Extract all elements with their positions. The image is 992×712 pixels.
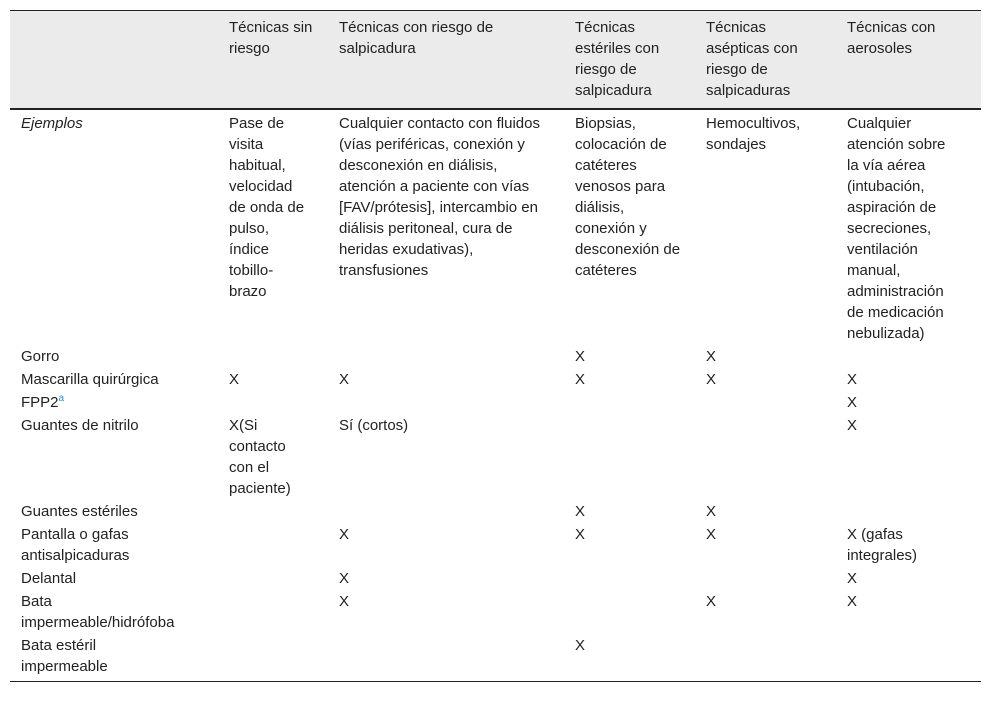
table-cell: X(Si contacto con el paciente) (229, 417, 291, 497)
table-cell (564, 567, 695, 590)
table-cell: X (575, 503, 586, 520)
row-label: FPP2 (21, 394, 59, 411)
table-cell (218, 567, 328, 590)
table-cell: X (706, 593, 717, 610)
table-cell: Cualquier atención sobre la vía aérea (intubación, aspiración de secreciones, ventilación manual, administración de medicación nebulizada) (847, 115, 946, 342)
table-cell (328, 634, 564, 682)
table-cell: X (229, 371, 240, 388)
table-cell: X (706, 503, 717, 520)
header-row (10, 11, 981, 110)
row-label: Guantes estériles (21, 503, 138, 520)
table-row (10, 500, 981, 523)
table-cell (328, 500, 564, 523)
row-label: Bata estéril impermeable (10, 634, 218, 682)
table-row (10, 109, 981, 345)
table-cell (564, 590, 695, 634)
table-cell: Hemocultivos, sondajes (706, 115, 801, 153)
header-cell-empty (10, 11, 218, 110)
table-cell: X (575, 348, 586, 365)
ppe-table (10, 10, 981, 682)
table-row (10, 391, 981, 414)
table-cell: Cualquier contacto con fluidos (vías periféricas, conexión y desconexión en diálisis, atención a paciente con vías [FAV/prótesis], intercambio en diálisis peritoneal, cura de heridas exudativas), transfusiones (339, 115, 540, 279)
table-cell (218, 391, 328, 414)
table-cell (695, 391, 836, 414)
table-cell (218, 523, 328, 567)
row-label: Pantalla o gafas antisalpicaduras (21, 526, 130, 564)
footnote-marker[interactable]: a (58, 393, 65, 404)
table-cell (218, 590, 328, 634)
table-cell: X (847, 371, 858, 388)
table-cell (218, 634, 328, 682)
table-cell: X (564, 634, 695, 682)
table-cell: Sí (cortos) (339, 417, 409, 434)
table-cell (564, 391, 695, 414)
header-cell-esteriles: Técnicas estériles con riesgo de salpicadura (564, 11, 695, 110)
table-row (10, 590, 981, 634)
table-cell (218, 500, 328, 523)
row-label: Delantal (21, 570, 77, 587)
ppe-table-container (10, 10, 981, 682)
table-cell: X (847, 394, 858, 411)
table-cell: X (706, 348, 717, 365)
table-cell: X (706, 526, 717, 543)
table-cell (328, 391, 564, 414)
table-body (10, 109, 981, 682)
header-cell-asepticas: Técnicas asépticas con riesgo de salpicaduras (695, 11, 836, 110)
header-cell-riesgo-salpicadura: Técnicas con riesgo de salpicadura (328, 11, 564, 110)
table-cell (836, 345, 981, 368)
row-label-with-footnote (10, 391, 218, 414)
table-row (10, 634, 981, 682)
row-label: Ejemplos (21, 115, 83, 132)
table-cell (836, 500, 981, 523)
table-cell: Biopsias, colocación de catéteres venosos para diálisis, conexión y desconexión de catéteres (575, 115, 681, 279)
table-cell: X (847, 417, 858, 434)
table-cell: Pase de visita habitual, velocidad de onda de pulso, índice tobillo-brazo (229, 115, 305, 300)
table-header (10, 11, 981, 110)
row-label: Gorro (21, 348, 60, 365)
table-row (10, 414, 981, 500)
header-cell-sin-riesgo: Técnicas sin riesgo (218, 11, 328, 110)
table-cell: X (gafas integrales) (847, 526, 918, 564)
table-cell (695, 414, 836, 500)
table-cell (328, 345, 564, 368)
row-label: Mascarilla quirúrgica (21, 371, 159, 388)
table-cell: X (847, 593, 858, 610)
table-row (10, 368, 981, 391)
table-cell: X (339, 526, 350, 543)
table-cell (564, 414, 695, 500)
row-label: Bata impermeable/hidrófoba (21, 593, 175, 631)
table-cell: X (339, 593, 350, 610)
table-cell: X (339, 371, 350, 388)
table-cell: X (847, 570, 858, 587)
row-label: Guantes de nitrilo (21, 417, 139, 434)
table-cell: X (339, 570, 350, 587)
table-row (10, 567, 981, 590)
table-row (10, 345, 981, 368)
table-cell (836, 634, 981, 682)
table-cell (218, 345, 328, 368)
table-cell: X (575, 371, 586, 388)
table-cell: X (575, 526, 586, 543)
table-cell: X (706, 371, 717, 388)
table-cell (695, 634, 836, 682)
table-cell (695, 567, 836, 590)
table-row (10, 523, 981, 567)
header-cell-aerosoles: Técnicas con aerosoles (836, 11, 981, 110)
